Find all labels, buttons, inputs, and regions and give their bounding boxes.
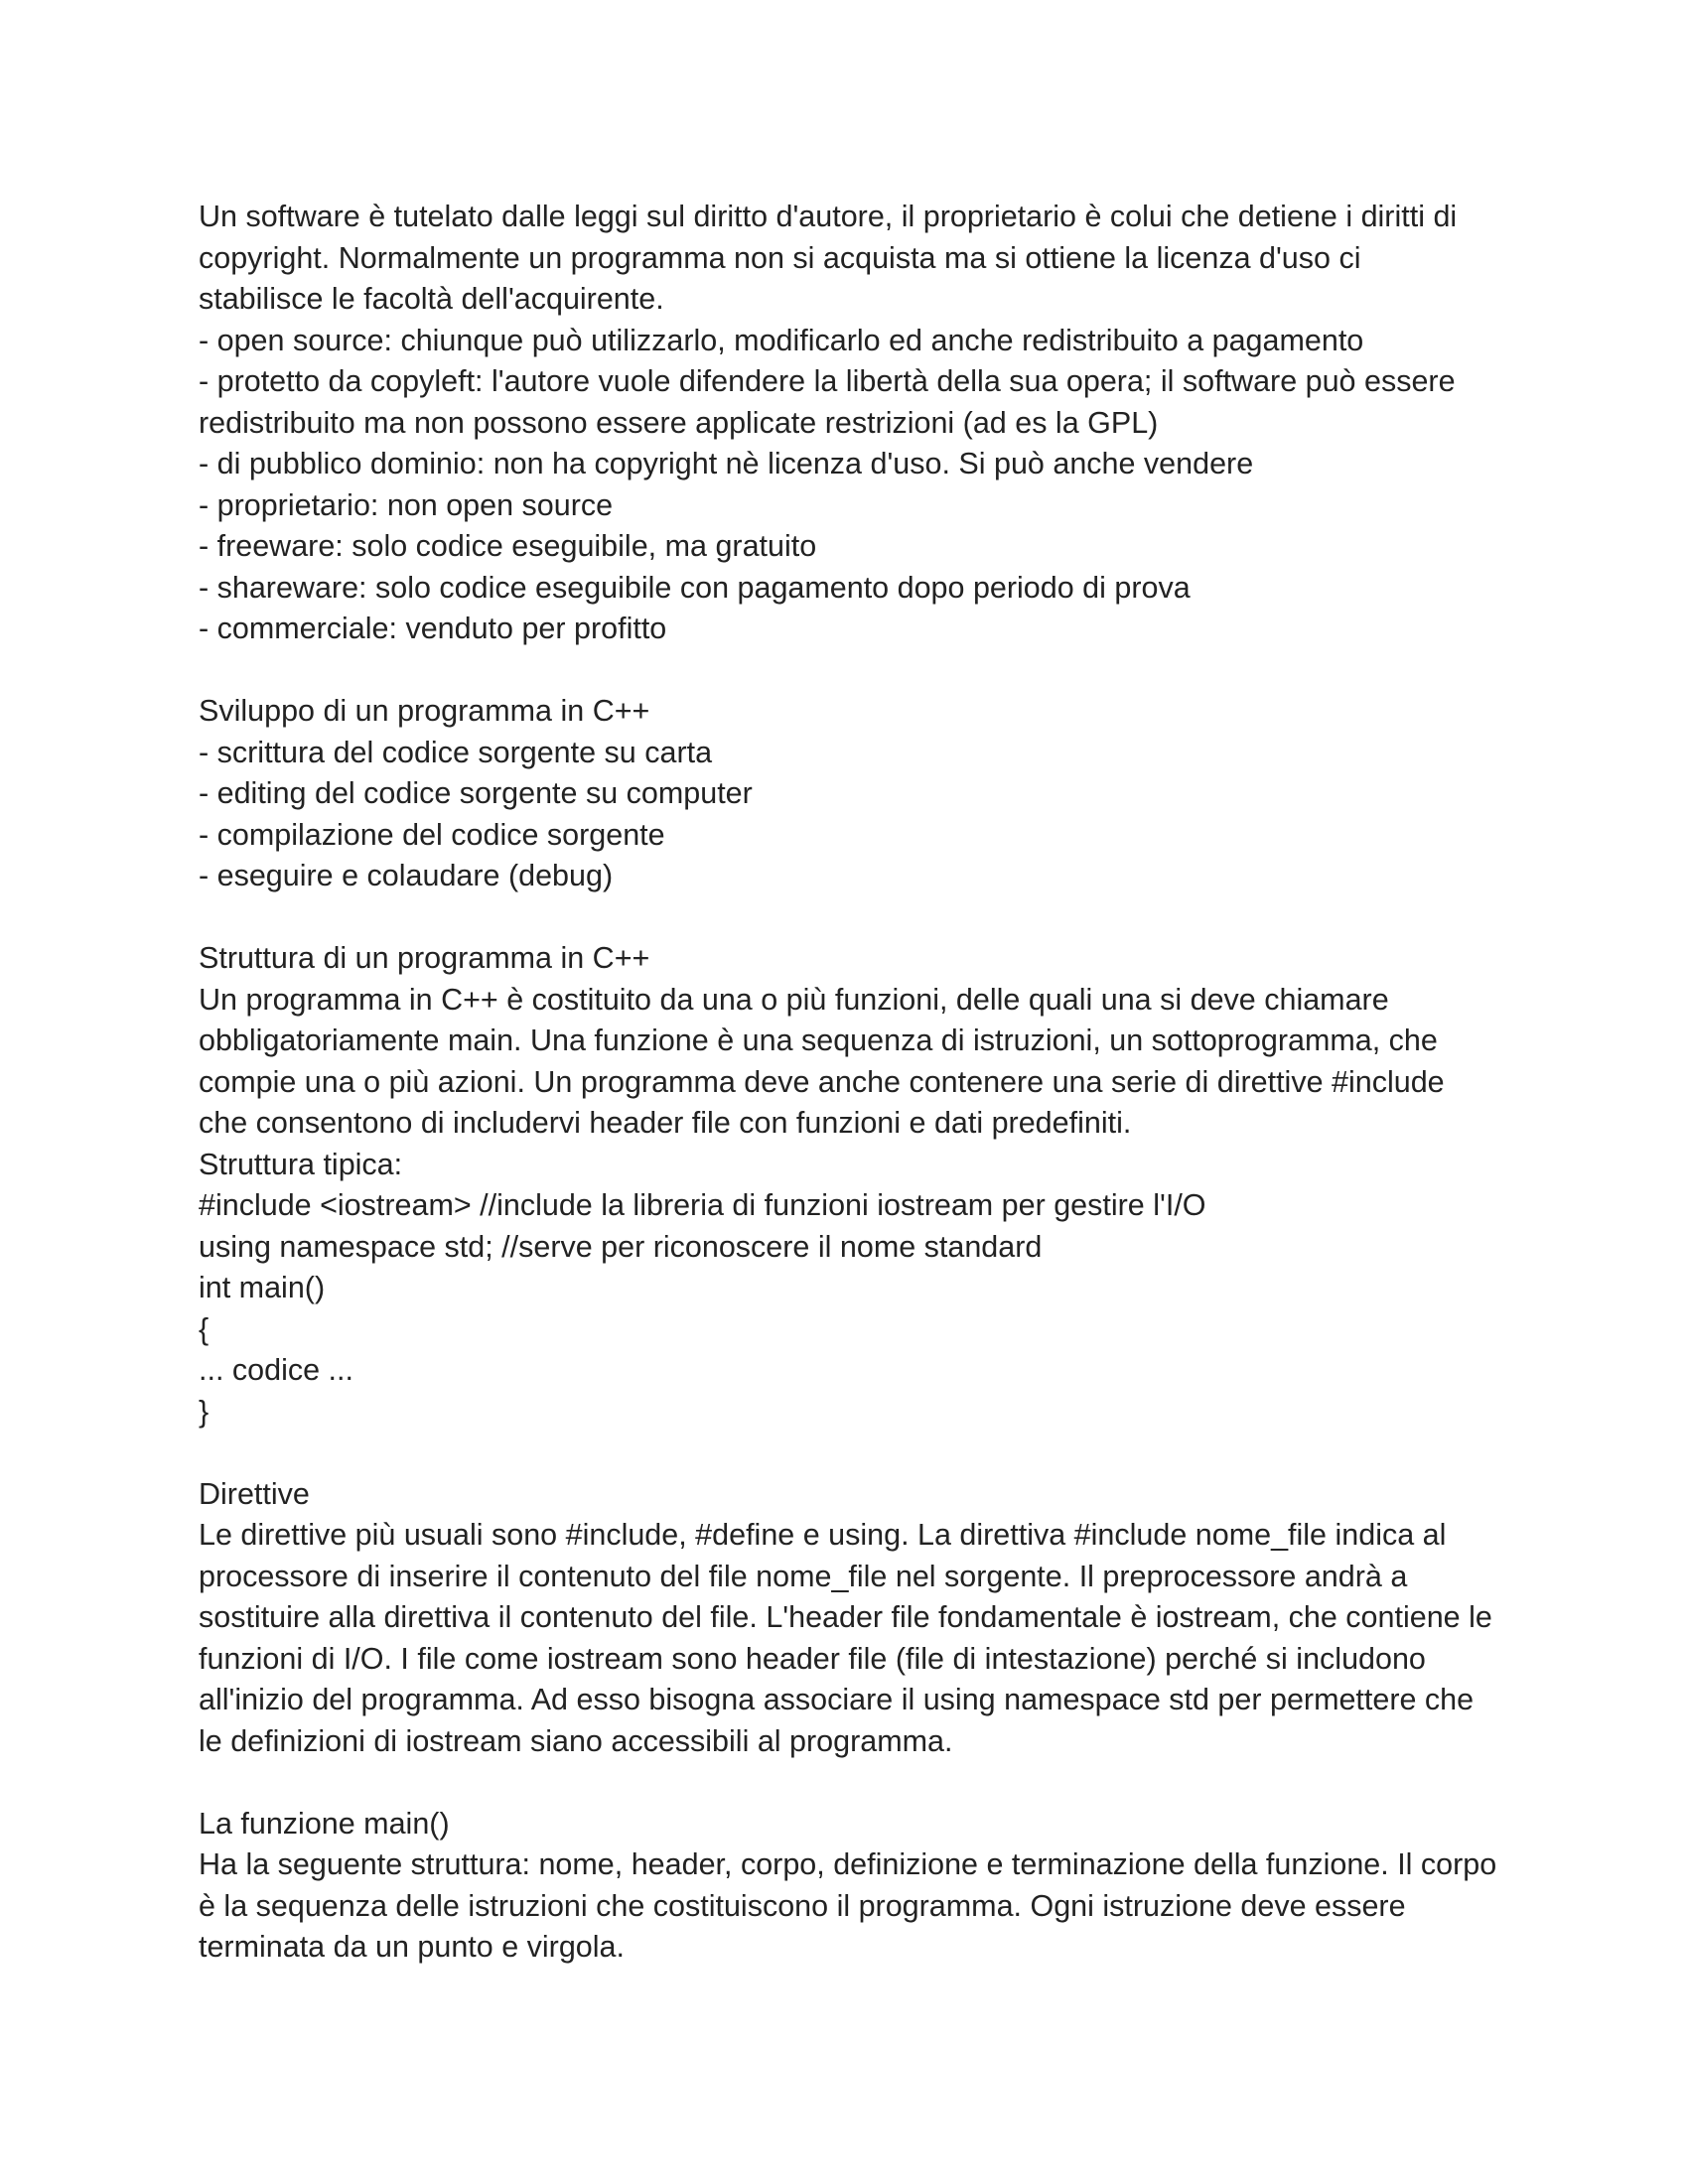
development-section: [199, 691, 1529, 897]
license-item: - shareware: solo codice eseguibile con pagamento dopo periodo di prova: [199, 570, 1191, 605]
main-function-section: [199, 1804, 1529, 1969]
section-title: La funzione main(): [199, 1806, 450, 1841]
document-body: [199, 197, 1529, 1969]
section-title: Direttive: [199, 1476, 310, 1511]
typical-structure-label: Struttura tipica:: [199, 1147, 403, 1181]
body-line: Le direttive più usuali sono #include, #define e using. La direttiva #include nome_file indica al: [199, 1518, 1447, 1552]
body-line: sostituire alla direttiva il contenuto del file. L'header file fondamentale è iostream, che contiene le: [199, 1600, 1492, 1634]
directives-section: [199, 1474, 1529, 1763]
body-line: Ha la seguente struttura: nome, header, corpo, definizione e terminazione della funzione. Il corpo: [199, 1847, 1497, 1881]
license-item: - freeware: solo codice eseguibile, ma gratuito: [199, 529, 817, 563]
body-line: all'inizio del programma. Ad esso bisogna associare il using namespace std per permettere che: [199, 1683, 1475, 1716]
body-line: compie una o più azioni. Un programma deve anche contenere una serie di direttive #include: [199, 1064, 1445, 1099]
code-line: #include <iostream> //include la libreria di funzioni iostream per gestire l'I/O: [199, 1188, 1206, 1222]
license-item: redistribuito ma non possono essere applicate restrizioni (ad es la GPL): [199, 405, 1159, 440]
code-line: ... codice ...: [199, 1353, 353, 1387]
license-item: - proprietario: non open source: [199, 487, 614, 522]
paragraph-spacer: [199, 1433, 1529, 1474]
code-line: {: [199, 1311, 210, 1346]
section-title: Sviluppo di un programma in C++: [199, 694, 650, 728]
body-line: funzioni di I/O. I file come iostream sono header file (file di intestazione) perché si includono: [199, 1641, 1426, 1676]
code-line: int main(): [199, 1271, 326, 1304]
license-item: - open source: chiunque può utilizzarlo, modificarlo ed anche redistribuito a pagamento: [199, 323, 1364, 357]
code-line: }: [199, 1394, 210, 1429]
license-item: - protetto da copyleft: l'autore vuole difendere la libertà della sua opera; il software può essere: [199, 364, 1456, 398]
intro-line: Un software è tutelato dalle leggi sul diritto d'autore, il proprietario è colui che detiene i diritti di: [199, 200, 1458, 233]
body-line: processore di inserire il contenuto del file nome_file nel sorgente. Il preprocessore andrà a: [199, 1559, 1408, 1593]
intro-line: stabilisce le facoltà dell'acquirente.: [199, 282, 664, 316]
body-line: le definizioni di iostream siano accessibili al programma.: [199, 1723, 953, 1758]
development-step: - eseguire e colaudare (debug): [199, 859, 614, 892]
section-title: Struttura di un programma in C++: [199, 941, 650, 975]
paragraph-spacer: [199, 650, 1529, 692]
paragraph-spacer: [199, 1762, 1529, 1804]
licenses-section: [199, 197, 1529, 650]
license-item: - di pubblico dominio: non ha copyright nè licenza d'uso. Si può anche vendere: [199, 447, 1254, 480]
body-line: obbligatoriamente main. Una funzione è una sequenza di istruzioni, un sottoprogramma, che: [199, 1024, 1438, 1057]
body-line: terminata da un punto e virgola.: [199, 1930, 625, 1964]
development-step: - scrittura del codice sorgente su carta: [199, 735, 713, 769]
intro-line: copyright. Normalmente un programma non si acquista ma si ottiene la licenza d'uso ci: [199, 240, 1361, 275]
development-step: - editing del codice sorgente su computer: [199, 776, 753, 810]
body-line: Un programma in C++ è costituito da una o più funzioni, delle quali una si deve chiamare: [199, 982, 1389, 1017]
structure-section: [199, 938, 1529, 1433]
paragraph-spacer: [199, 897, 1529, 939]
license-item: - commerciale: venduto per profitto: [199, 612, 667, 645]
body-line: che consentono di includervi header file con funzioni e dati predefiniti.: [199, 1106, 1132, 1140]
development-step: - compilazione del codice sorgente: [199, 817, 665, 852]
body-line: è la sequenza delle istruzioni che costituiscono il programma. Ogni istruzione deve essere: [199, 1888, 1406, 1923]
code-line: using namespace std; //serve per riconoscere il nome standard: [199, 1229, 1043, 1264]
